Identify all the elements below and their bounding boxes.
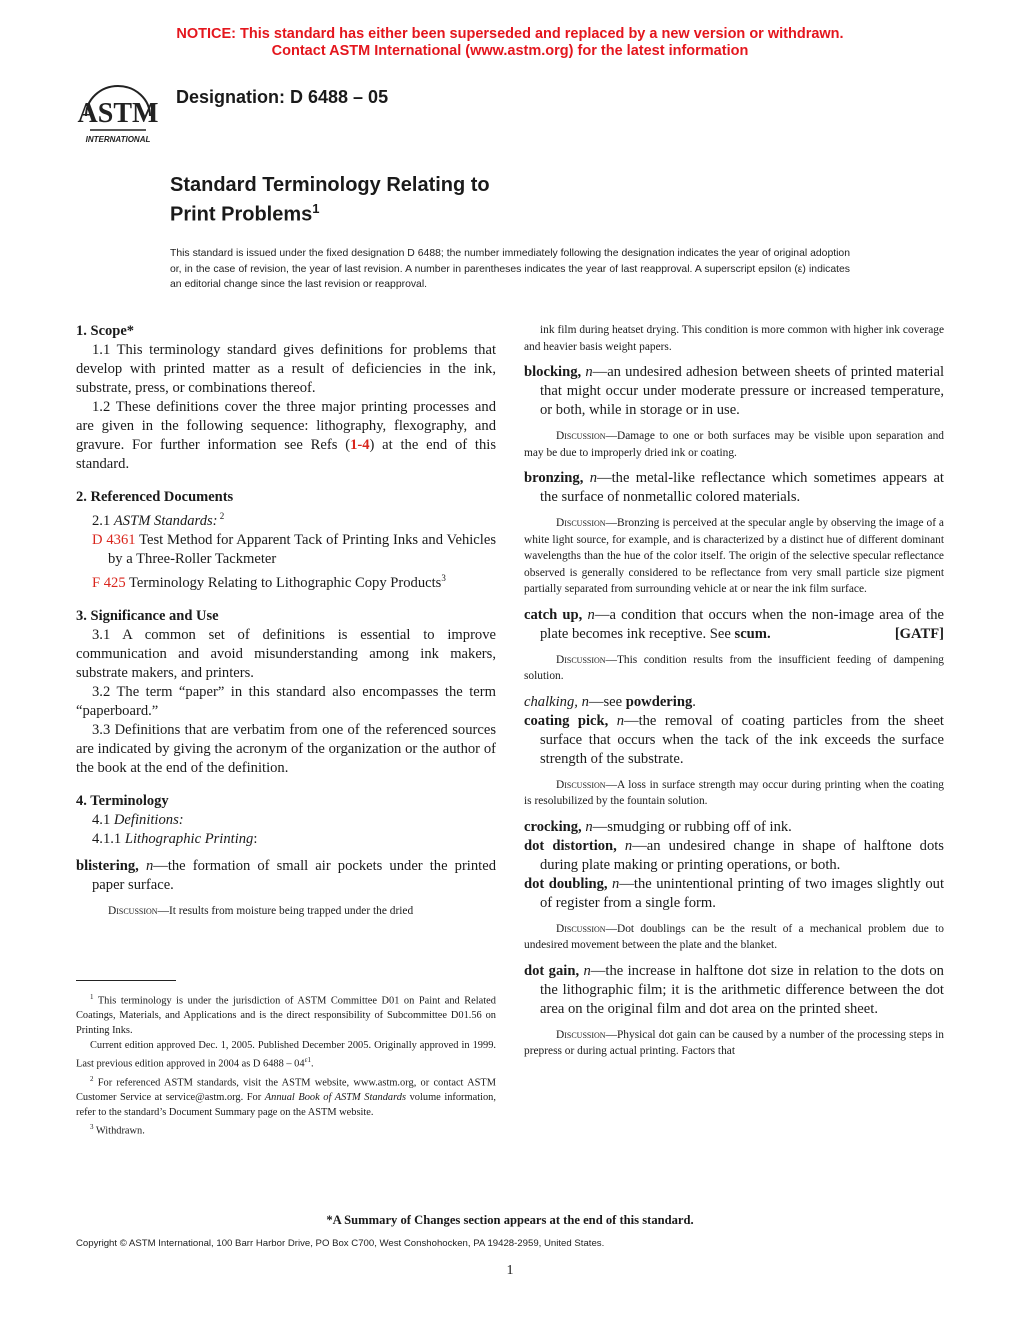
terminology-4-1-1: 4.1.1 Lithographic Printing: [92, 830, 258, 847]
terminology-4-1: 4.1 Definitions: [92, 811, 184, 828]
title-line-1: Standard Terminology Relating to [170, 174, 490, 196]
withdrawal-notice [0, 26, 1020, 60]
refdoc-d4361: D 4361 Test Method for Apparent Tack of Printing Inks and Vehicles by a Three-Roller Tackmeter [92, 531, 496, 567]
blistering-discussion-cont: ink film during heatset drying. This condition is more common with higher ink coverage and heavier basis weight papers. [524, 324, 944, 353]
title-footnote-mark: 1 [312, 201, 320, 216]
logo-subtext: INTERNATIONAL [85, 135, 151, 144]
copyright: Copyright © ASTM International, 100 Barr Harbor Drive, PO Box C700, West Conshohocken, PA 19428-2959, United States. [76, 1238, 605, 1249]
title-line-2: Print Problems [170, 203, 313, 226]
blistering-discussion: Discussion—It results from moisture being trapped under the dried [108, 904, 414, 917]
bronzing-discussion: Discussion—Bronzing is perceived at the specular angle by observing the image of a white light source, for example, and is characterized by a distinct hue of different dominant wavelengths than the hue of the color itself. The origin of the selective specular reflectance observed is generally considered to be reflectance from very small particle size pigment partially separated from surrounding vehicle at or near the ink film surface. [524, 517, 944, 595]
page-number: 1 [506, 1263, 514, 1278]
footnote-2: $^2$ For referenced ASTM standards, visit the ASTM website, www.astm.org, or contact ASTM Customer Service at service@astm.org. For Annual Book of ASTM Standards volume information, refer to the standard’s Document Summary page on the ASTM website. [76, 1074, 496, 1119]
notice-line-2: Contact ASTM International (www.astm.org) for the latest information [271, 43, 749, 59]
term-blistering: blistering, n—the formation of small air pockets under the printed paper surface. [76, 857, 496, 893]
refdocs-2-1: 2.1 ASTM Standards: $^2$ [92, 511, 225, 529]
logo-text: ASTM [77, 98, 159, 129]
left-column [76, 322, 496, 919]
dot-doubling-discussion: Discussion—Dot doublings can be the result of a mechanical problem due to undesired movement between the plate and the blanket. [524, 922, 944, 951]
footnote-3: $^3$ Withdrawn. [90, 1123, 145, 1137]
footnote-1-edition: Current edition approved Dec. 1, 2005. Published December 2005. Originally approved in 1999. Last previous edition approved in 2004 as D $6488 - 04^{\varepsilon 1}$. [76, 1040, 496, 1070]
blocking-discussion: Discussion—Damage to one or both surfaces may be visible upon separation and may be due to improperly dried ink or coating. [524, 430, 944, 459]
significance-3-2: 3.2 The term “paper” in this standard also encompasses the term “paperboard.” [76, 683, 496, 719]
significance-3-1: 3.1 A common set of definitions is essential to improve communication and avoid misunderstanding among ink makers, substrate makers, and printers. [76, 626, 496, 681]
notice-line-1: NOTICE: This standard has either been superseded and replaced by a new version or withdrawn. [176, 26, 844, 42]
document-title [170, 174, 490, 227]
term-dot-distortion: dot distortion, n—an undesired change in shape of halftone dots during plate making or printing operations, or both. [524, 837, 944, 873]
term-crocking: crocking, n—smudging or rubbing off of ink. [524, 818, 792, 835]
footnote-1: $^1$ This terminology is under the jurisdiction of ASTM Committee D01 on Paint and Related Coatings, Materials, and Applications and is the direct responsibility of Subcommittee D01.56 on Printing Inks. [76, 993, 496, 1037]
term-coating-pick: coating pick, n—the removal of coating particles from the sheet surface that occurs when the tack of the ink exceeds the surface strength of the substrate. [524, 712, 944, 767]
term-dot-doubling: dot doubling, n—the unintentional printing of two images slightly out of register from a single form. [524, 875, 944, 911]
term-chalking: chalking, n—see powdering. [524, 693, 696, 710]
catch-up-discussion: Discussion—This condition results from the insufficient feeding of dampening solution. [524, 653, 944, 682]
d4361-link[interactable]: D 4361 [92, 531, 136, 548]
refs-link[interactable]: 1-4 [350, 437, 370, 453]
astm-logo [76, 76, 160, 148]
dot-gain-discussion: Discussion—Physical dot gain can be caused by a number of the processing steps in prepress or during actual printing. Factors that [524, 1028, 944, 1057]
coating-pick-discussion: Discussion—A loss in surface strength may occur during printing when the coating is resolubilized by the fountain solution. [524, 778, 944, 807]
designation: Designation: D 6488 – 05 [176, 87, 389, 107]
issuance-statement: This standard is issued under the fixed designation D 6488; the number immediately following the designation indicates the year of original adoption or, in the case of revision, the year of last revision. A number in parentheses indicates the year of last reapproval. A superscript epsilon (ε) indicates an editorial change since the last revision or reapproval. [170, 248, 850, 290]
significance-heading: 3. Significance and Use [76, 607, 219, 624]
footnote-divider [76, 980, 176, 981]
term-dot-gain: dot gain, n—the increase in halftone dot size in relation to the dots on the lithographic film; it is the arithmetic difference between the dot area on the original film and dot area on the printed sheet. [524, 962, 944, 1017]
right-column [524, 322, 944, 1060]
significance-3-3: 3.3 Definitions that are verbatim from one of the referenced sources are indicated by giving the acronym of the organization or the author of the book at the end of the definition. [76, 721, 496, 776]
term-bronzing: bronzing, n—the metal-like reflectance which sometimes appears at the surface of nonmetallic colored materials. [524, 470, 944, 505]
term-catch-up: catch up, n—a condition that occurs when the non-image area of the plate becomes ink receptive. See scum. [GATF] [524, 606, 944, 642]
scope-1-2: 1.2 These definitions cover the three major printing processes and are given in the following sequence: lithography, flexography, and gravure. For further information see Refs (1-4) at the end of this standard. [76, 399, 496, 472]
scope-1-1: 1.1 This terminology standard gives definitions for problems that develop with printed matter as a result of deficiencies in the ink, substrate, press, or combinations thereof. [76, 342, 496, 396]
terminology-heading: 4. Terminology [76, 792, 169, 809]
refdoc-f425: F 425 Terminology Relating to Lithographic Copy Products$^3$ [92, 572, 446, 591]
summary-note: *A Summary of Changes section appears at the end of this standard. [326, 1213, 694, 1227]
footnotes [76, 990, 496, 1139]
f425-link[interactable]: F 425 [92, 574, 126, 591]
refdocs-heading: 2. Referenced Documents [76, 489, 234, 505]
term-blocking: blocking, n—an undesired adhesion between sheets of printed material that might occur under moderate pressure or increased temperature, or both, while in storage or in use. [524, 364, 944, 418]
scope-heading: 1. Scope* [76, 323, 134, 339]
